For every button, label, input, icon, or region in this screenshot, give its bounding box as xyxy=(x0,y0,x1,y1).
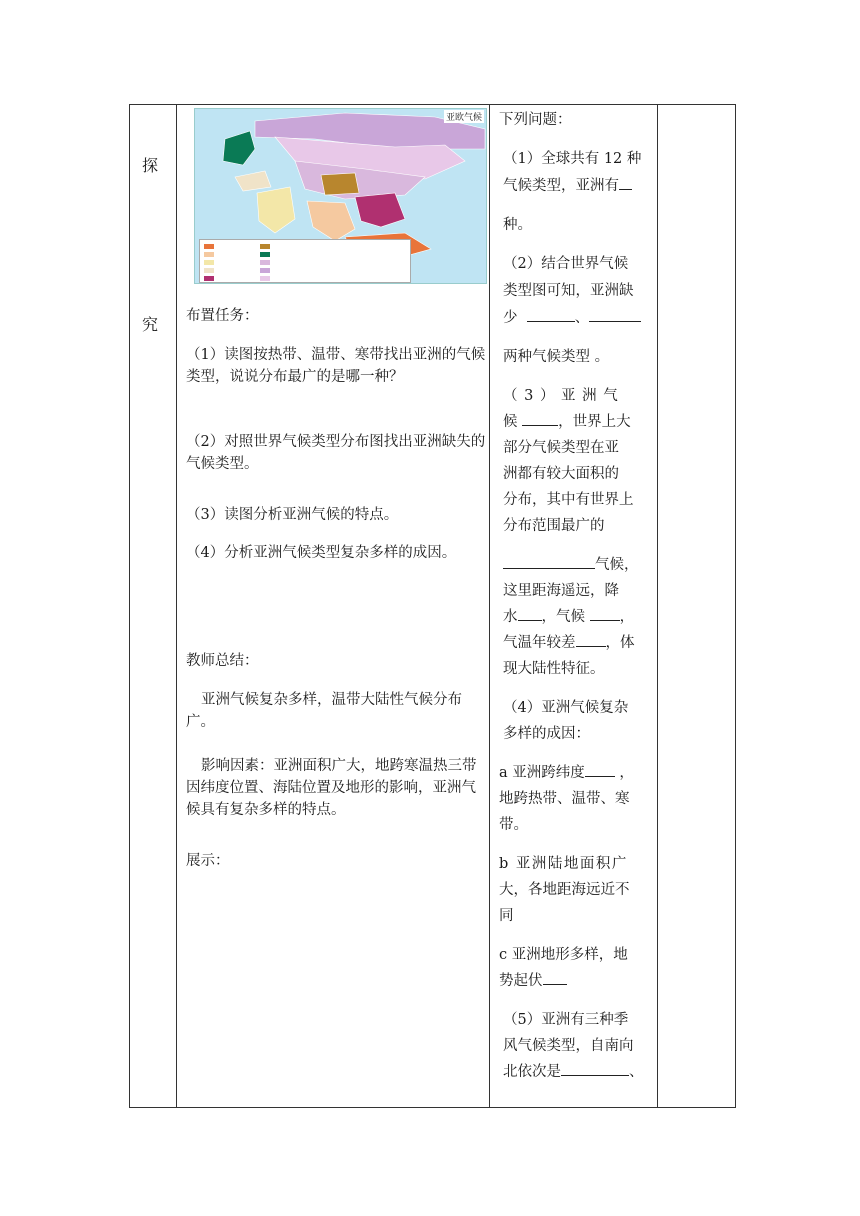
stage-char-2: 究 xyxy=(142,315,159,334)
blank xyxy=(590,606,620,621)
task-4: （4）分析亚洲气候类型复杂多样的成因。 xyxy=(186,545,457,561)
q3-text: 候 xyxy=(503,414,518,430)
q2-line-4: 两种气候类型 。 xyxy=(503,349,610,365)
questions-intro: 下列问题： xyxy=(499,112,572,128)
legend-swatch xyxy=(260,252,270,257)
q4-line-1: （4）亚洲气候复杂 xyxy=(503,700,629,716)
q3-line-7 xyxy=(503,554,639,576)
q1-line-3: 种。 xyxy=(503,217,532,233)
blank xyxy=(585,762,615,777)
blank xyxy=(589,307,641,322)
q3-text: 气温年较差 xyxy=(503,635,576,651)
blank xyxy=(503,554,595,569)
q5-line-3 xyxy=(503,1061,644,1083)
legend-swatch xyxy=(204,276,214,281)
map-region-desert xyxy=(257,187,295,233)
q5-text: 北依次是 xyxy=(503,1064,561,1080)
q5-text: 、 xyxy=(629,1064,644,1080)
stage-column xyxy=(130,105,177,1107)
blank xyxy=(561,1061,629,1076)
q5-line-1: （5）亚洲有三种季 xyxy=(503,1012,629,1028)
q4-text: a 亚洲跨纬度 xyxy=(499,765,585,781)
q1-line-2 xyxy=(503,175,632,197)
map-legend xyxy=(199,239,411,283)
map-region-highland xyxy=(321,173,359,195)
q3-line-3: 部分气候类型在亚 xyxy=(503,440,619,456)
q2-line-3 xyxy=(503,307,641,329)
q4-line-5: 带。 xyxy=(499,817,528,833)
legend-swatch xyxy=(260,268,270,273)
lesson-table xyxy=(129,104,736,1108)
notes-column xyxy=(658,105,735,1107)
stage-char-1: 探 xyxy=(142,156,159,175)
q4-line-2: 多样的成因： xyxy=(503,726,590,742)
q2-text: 少 xyxy=(503,310,518,326)
q3-text: 气候， xyxy=(595,557,639,573)
map-region-monsoon xyxy=(355,193,405,227)
q2-line-1: （2）结合世界气候 xyxy=(503,256,629,272)
blank xyxy=(522,411,558,426)
q3-line-8: 这里距海遥远，降 xyxy=(503,583,619,599)
legend-swatch xyxy=(260,244,270,249)
legend-swatch xyxy=(260,276,270,281)
teacher-column xyxy=(177,105,490,1107)
q3-line-11: 现大陆性特征。 xyxy=(503,661,605,677)
q2-line-2: 类型图可知，亚洲缺 xyxy=(503,283,634,299)
map-title: 亚欧气候 xyxy=(444,110,484,123)
task-heading: 布置任务： xyxy=(186,308,259,324)
asia-climate-map xyxy=(194,108,487,284)
q2-separator: 、 xyxy=(574,310,590,326)
task-1: （1）读图按热带、温带、寒带找出亚洲的气候类型，说说分布最广的是哪一种？ xyxy=(186,347,486,385)
blank xyxy=(527,307,575,322)
q3-text: ，体 xyxy=(605,635,635,651)
q3-line-6: 分布范围最广的 xyxy=(503,518,605,534)
map-region-savanna xyxy=(307,201,355,241)
q3-line-9 xyxy=(503,606,634,628)
map-region-maritime xyxy=(223,131,255,165)
legend-swatch xyxy=(204,268,214,273)
q5-line-2: 风气候类型，自南向 xyxy=(503,1038,634,1054)
blank xyxy=(543,970,567,985)
q4-text: 势起伏 xyxy=(499,973,543,989)
legend-swatch xyxy=(204,244,214,249)
legend-swatch xyxy=(260,260,270,265)
summary-heading: 教师总结： xyxy=(186,653,259,669)
q4-line-7: 大，各地距海远近不 xyxy=(499,882,630,898)
blank xyxy=(576,632,606,647)
q4-line-6: b 亚洲陆地面积广 xyxy=(499,856,628,872)
q4-line-10 xyxy=(499,970,567,992)
task-2: （2）对照世界气候类型分布图找出亚洲缺失的气候类型。 xyxy=(186,434,486,472)
q1-text: 气候类型，亚洲有 xyxy=(503,178,619,194)
q3-line-5: 分布，其中有世界上 xyxy=(503,492,634,508)
q3-text: 水 xyxy=(503,609,518,625)
q3-text: ， xyxy=(619,609,635,625)
summary-1: 亚洲气候复杂多样，温带大陆性气候分布广。 xyxy=(186,692,462,730)
q3-line-2 xyxy=(503,411,631,433)
q4-text: ， xyxy=(619,765,634,781)
q3-line-4: 洲都有较大面积的 xyxy=(503,466,619,482)
q4-line-3 xyxy=(499,762,634,784)
q4-line-9: c 亚洲地形多样，地 xyxy=(499,947,628,963)
blank xyxy=(619,175,632,190)
summary-2: 影响因素：亚洲面积广大，地跨寒温热三带因纬度位置、海陆位置及地形的影响，亚洲气候具有复杂多样的特点。 xyxy=(186,758,477,818)
blank xyxy=(518,606,542,621)
task-3: （3）读图分析亚洲气候的特点。 xyxy=(186,507,399,523)
legend-swatch xyxy=(204,260,214,265)
q3-line-1: （ 3 ） 亚 洲 气 xyxy=(503,388,619,404)
q3-text: ，气候 xyxy=(541,609,585,625)
q3-line-10 xyxy=(503,632,635,654)
map-region-mediterranean xyxy=(235,171,271,191)
q3-text: ，世界上大 xyxy=(558,414,631,430)
legend-swatch xyxy=(204,252,214,257)
q1-line-1: （1）全球共有 12 种 xyxy=(503,151,642,167)
show-label: 展示： xyxy=(186,853,230,869)
student-column xyxy=(490,105,658,1107)
q4-line-4: 地跨热带、温带、寒 xyxy=(499,791,630,807)
q4-line-8: 同 xyxy=(499,908,514,924)
